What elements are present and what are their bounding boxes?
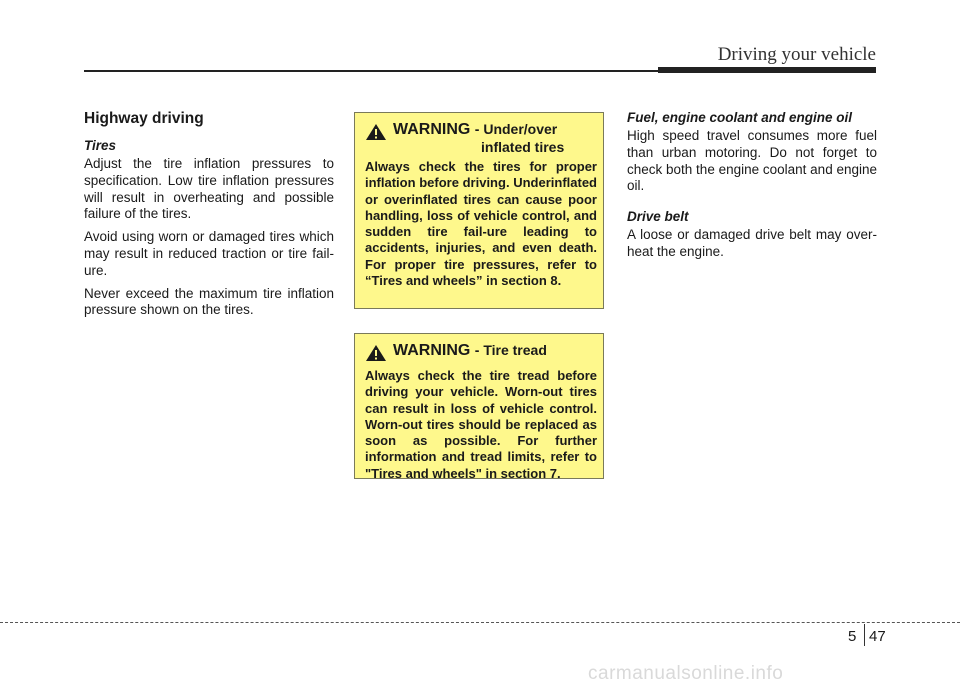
warning-text: Always check the tire tread before driving your vehicle. Worn-out tires can result in loss of vehicle control. Worn-out tires should be replaced as soon as possible. For further information and tread limits, refer to "Tires and wheels" in section 7. (365, 368, 597, 481)
warning-text: Always check the tires for proper inflation before driving. Underinflated or overinflated tires can cause poor handling, loss of vehicle control, and sudden tire fail-ure leading to accidents, injuries, and even death. For proper tire pressures, refer to “Tires and wheels” in section 8. (365, 159, 597, 289)
warning-topic-continued: inflated tires (481, 139, 565, 155)
footer-rule (0, 622, 960, 623)
section-heading: Highway driving (84, 110, 204, 127)
warning-box-tread (354, 333, 604, 479)
warning-topic: - Tire tread (474, 342, 547, 358)
page-number-divider (864, 624, 865, 646)
header-rule-accent (658, 67, 876, 73)
warning-triangle-icon (365, 123, 387, 141)
warning-label: WARNING (393, 342, 471, 359)
warning-label: WARNING (393, 121, 471, 138)
subheading-drive-belt: Drive belt (627, 209, 689, 225)
warning-topic: - Under/over (474, 121, 558, 137)
subheading-fuel: Fuel, engine coolant and engine oil (627, 110, 853, 125)
page-number: 47 (869, 628, 886, 645)
paragraph: Avoid using worn or damaged tires which may result in reduced traction or tire fail-ure. (84, 229, 334, 278)
section-number: 5 (848, 628, 857, 645)
right-column (627, 110, 877, 267)
warning-box-inflation (354, 112, 604, 309)
page-header-title: Driving your vehicle (717, 44, 876, 65)
watermark: carmanualsonline.info (588, 663, 784, 684)
paragraph: A loose or damaged drive belt may over-heat the engine. (627, 227, 877, 259)
paragraph: Never exceed the maximum tire inflation pressure shown on the tires. (84, 285, 334, 318)
paragraph: Adjust the tire inflation pressures to specification. Low tire inflation pressures will result in overheating and possible failure of the tires. (84, 156, 334, 222)
warning-header (365, 121, 597, 155)
left-column (84, 110, 334, 325)
warning-header (365, 342, 597, 364)
subheading-tires: Tires (84, 138, 117, 153)
paragraph: High speed travel consumes more fuel than urban motoring. Do not forget to check both the engine coolant and engine oil. (627, 128, 877, 194)
warning-triangle-icon (365, 344, 387, 362)
